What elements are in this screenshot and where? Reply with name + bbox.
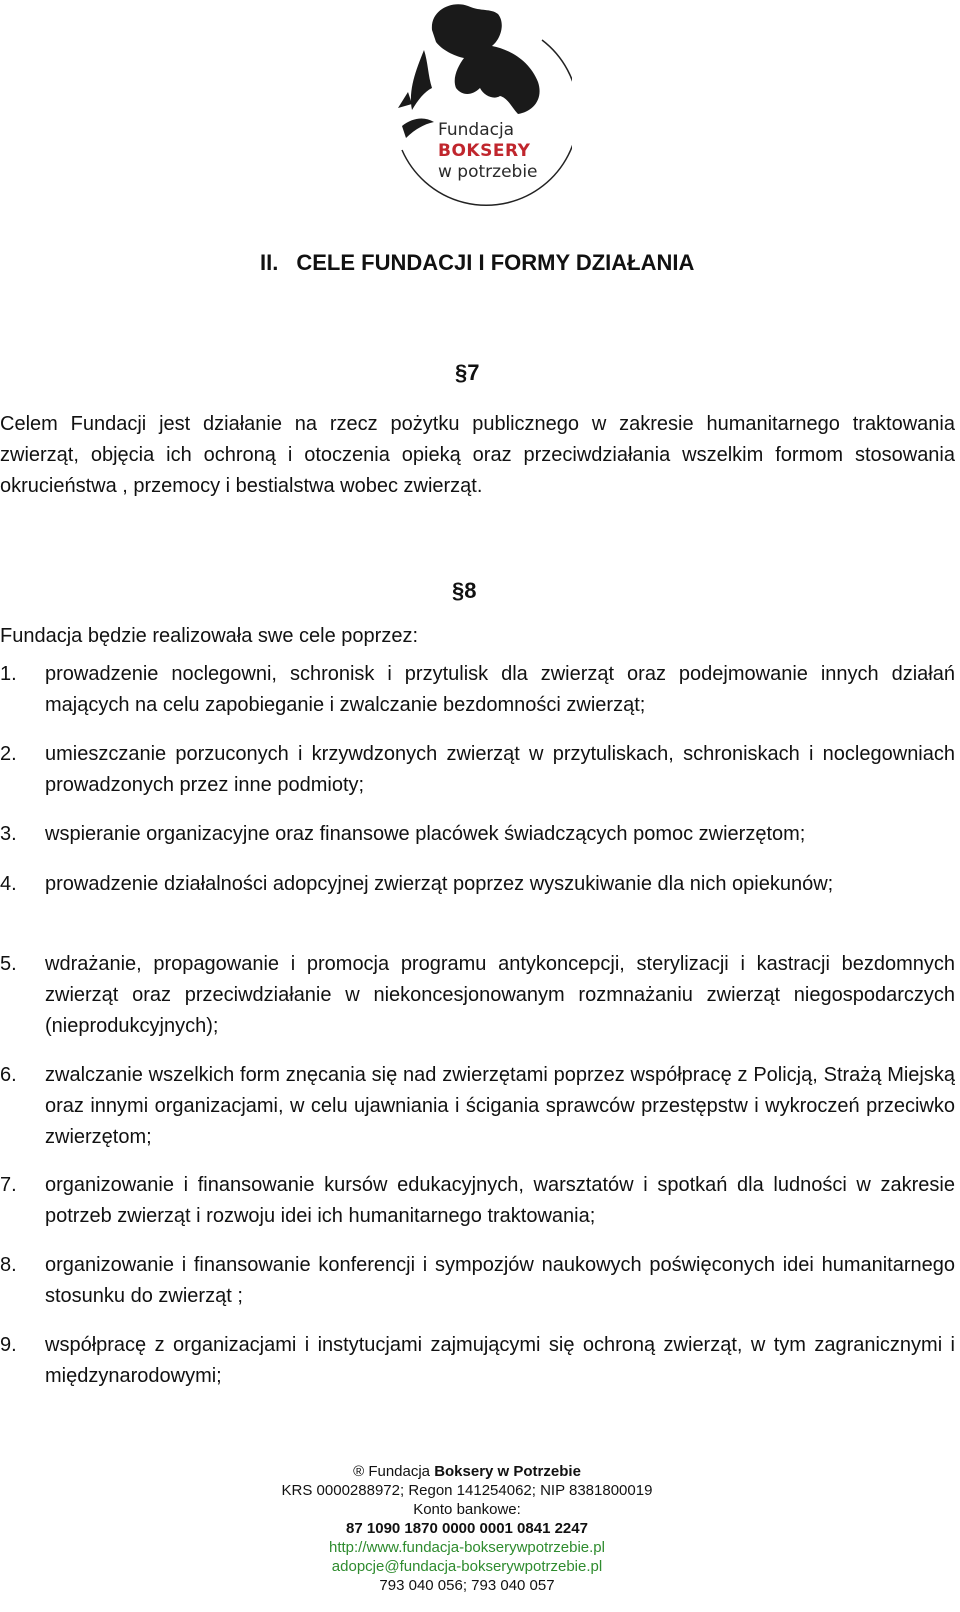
paragraph-8-lead: Fundacja będzie realizowała swe cele poprzez: bbox=[0, 625, 419, 647]
list-item-number: 3. bbox=[0, 823, 17, 845]
list-item bbox=[0, 739, 955, 801]
footer-phones: 793 040 056; 793 040 057 bbox=[379, 1577, 555, 1594]
footer-org-prefix: ® Fundacja bbox=[353, 1463, 435, 1480]
logo-wordmark bbox=[438, 120, 558, 183]
footer-website-link[interactable]: http://www.fundacja-bokserywpotrzebie.pl bbox=[329, 1539, 605, 1556]
footer-org-name: Boksery w Potrzebie bbox=[434, 1463, 581, 1480]
dog-silhouette-icon bbox=[432, 4, 540, 114]
paragraph-mark-8: §8 bbox=[452, 578, 477, 603]
footer-email-link[interactable]: adopcje@fundacja-bokserywpotrzebie.pl bbox=[331, 1558, 603, 1575]
list-item bbox=[0, 659, 955, 721]
paragraph-mark-7: §7 bbox=[455, 360, 480, 385]
list-item bbox=[0, 1060, 955, 1153]
list-item bbox=[0, 819, 955, 850]
list-item-number: 8. bbox=[0, 1254, 17, 1276]
list-item bbox=[0, 1170, 955, 1232]
footer-account-label: Konto bankowe: bbox=[413, 1501, 521, 1518]
list-item-text: zwalczanie wszelkich form znęcania się nad zwierzętami poprzez współpracę z Policją, Strażą Miejską oraz innymi organizacjami, w celu ujawniania i ścigania sprawców przestępstw i wykroczeń przeciwko zwierzętom; bbox=[45, 1064, 955, 1148]
list-item-text: wdrażanie, propagowanie i promocja programu antykoncepcji, sterylizacji i kastracji bezdomnych zwierząt oraz przeciwdziałanie w niekoncesjonowanym rozmnażaniu zwierząt niegospodarczych (nieprodukcyjnych); bbox=[45, 953, 955, 1037]
section-number: II. bbox=[260, 250, 279, 275]
list-item-number: 5. bbox=[0, 953, 17, 975]
section-title-text: CELE FUNDACJI I FORMY DZIAŁANIA bbox=[296, 250, 695, 275]
logo-line-1: Fundacja bbox=[438, 120, 515, 140]
list-item-text: organizowanie i finansowanie kursów edukacyjnych, warsztatów i spotkań dla ludności w zakresie potrzeb zwierząt i rozwoju idei ich humanitarnego traktowania; bbox=[45, 1174, 955, 1227]
logo-line-3: w potrzebie bbox=[438, 162, 538, 182]
list-item-number: 6. bbox=[0, 1064, 17, 1086]
list-item bbox=[0, 869, 955, 900]
list-item-text: umieszczanie porzuconych i krzywdzonych zwierząt w przytuliskach, schroniskach i noclegowniach prowadzonych przez inne podmioty; bbox=[45, 743, 955, 796]
list-item-text: prowadzenie działalności adopcyjnej zwierząt poprzez wyszukiwanie dla nich opiekunów; bbox=[45, 873, 834, 895]
footer-org bbox=[222, 1462, 712, 1481]
list-item-text: prowadzenie noclegowni, schronisk i przytulisk dla zwierząt oraz podejmowanie innych działań mających na celu zapobieganie i zwalczanie bezdomności zwierząt; bbox=[45, 663, 955, 716]
footer-account-number: 87 1090 1870 0000 0001 0841 2247 bbox=[346, 1520, 588, 1537]
list-item-number: 9. bbox=[0, 1334, 17, 1356]
list-item bbox=[0, 1330, 955, 1392]
section-heading bbox=[260, 250, 694, 276]
list-item-text: organizowanie i finansowanie konferencji i sympozjów naukowych poświęconych idei humanitarnego stosunku do zwierząt ; bbox=[45, 1254, 955, 1307]
paragraph-7-text: Celem Fundacji jest działanie na rzecz pożytku publicznego w zakresie humanitarnego traktowania zwierząt, objęcia ich ochroną i otoczenia opieką oraz przeciwdziałania wszelkim formom stosowania okrucieństwa , przemocy i bestialstwa wobec zwierząt. bbox=[0, 413, 955, 497]
list-item-text: współpracę z organizacjami i instytucjami zajmującymi się ochroną zwierząt, w tym zagranicznymi i międzynarodowymi; bbox=[45, 1334, 955, 1387]
list-item-text: wspieranie organizacyjne oraz finansowe placówek świadczących pomoc zwierzętom; bbox=[45, 823, 806, 845]
list-item-number: 1. bbox=[0, 663, 17, 685]
logo-line-2: BOKSERY bbox=[438, 141, 531, 161]
page-footer bbox=[222, 1462, 712, 1595]
list-item-number: 4. bbox=[0, 873, 17, 895]
list-item-number: 2. bbox=[0, 743, 17, 765]
footer-registry: KRS 0000288972; Regon 141254062; NIP 8381800019 bbox=[281, 1482, 653, 1499]
list-item bbox=[0, 949, 955, 1042]
list-item-number: 7. bbox=[0, 1174, 17, 1196]
list-item bbox=[0, 1250, 955, 1312]
